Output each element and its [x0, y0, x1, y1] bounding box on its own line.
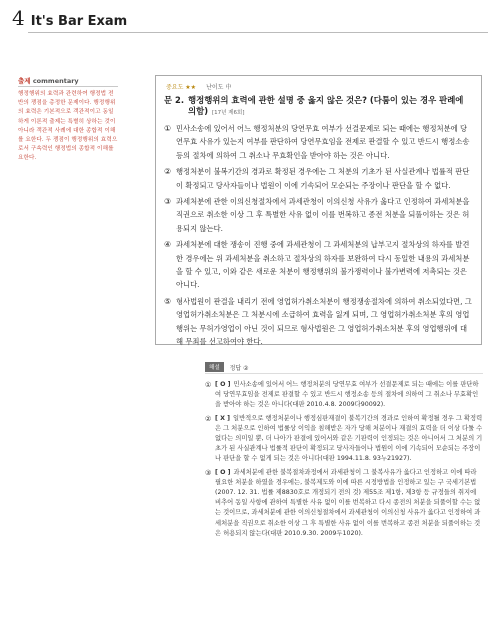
question-title	[164, 95, 473, 119]
explanation-text	[215, 414, 483, 465]
choice-text: 민사소송에 있어서 어느 행정처분의 당연무효 여부가 선결문제로 되는 때에는 행정처분에 당연무효 사유가 있는지 여부를 판단하여 당연무효임을 전제로 판결할 수 있고 반드시 행정소송 등의 절차에 의하여 그 취소나 무효확인을 받아야 하는 것은 아니다.	[176, 124, 470, 160]
explanation-tag: 해설	[205, 362, 224, 372]
choice-marker: ⑤	[164, 296, 172, 306]
commentary-label-prefix: 출제	[18, 77, 31, 85]
choice-text: 과세처분에 대한 쟁송이 진행 중에 과세관청이 그 과세처분의 납부고지 절차상의 하자를 발견한 경우에는 위 과세처분을 취소하고 절차상의 하자를 보완하여 다시 동일한 내용의 과세처분을 할 수 있고, 이와 같은 새로운 처분이 행정행위의 불가쟁력이나 불가변력에 저촉되는 것은 아니다.	[176, 240, 470, 290]
verdict-badge: [ O ]	[215, 468, 231, 476]
header-divider	[28, 32, 488, 33]
choice-5	[164, 295, 473, 349]
choice-2	[164, 165, 473, 192]
choice-3	[164, 195, 473, 235]
explanation-body: 과세처분에 관한 불복절차과정에서 과세관청이 그 불복사유가 옳다고 인정하고 이에 따라 필요한 처분을 하였을 경우에는, 불복제도와 이에 따른 시정방법을 인정하고 있는 구 국세기본법(2007. 12. 31. 법률 제8830호로 개정되기 전의 것) 제55조 제1항, 제3항 등 규정들의 취지에 비추어 동일 사항에 관하여 특별한 사유 없이 이를 번복하고 다시 종전의 처분을 되풀이할 수는 없는 것이므로, 과세처분에 관한 이의신청절차에서 과세관청이 이의신청 사유가 옳다고 인정하여 과세처분을 직권으로 취소한 이상 그 후 특별한 사유 없이 이를 번복하고 종전 처분을 되풀이하는 것은 허용되지 않는다(대판 2010.9.30. 2009두1020).	[215, 468, 481, 537]
explanation-text	[215, 468, 483, 539]
choice-marker: ②	[164, 167, 172, 177]
question-source: [17년 제6회]	[212, 110, 245, 116]
explanation-item-2	[205, 414, 483, 465]
explanation-body: 일반적으로 행정처분이나 행정심판재결이 불복기간의 경과로 인하여 확정될 경우 그 확정력은 그 처분으로 인하여 법률상 이익을 침해받은 자가 당해 처분이나 재결의 효력을 더 이상 다툴 수 없다는 의미일 뿐, 더 나아가 판결에 있어서와 같은 기판력이 인정되는 것은 아니어서 그 처분의 기초가 된 사실관계나 법률적 판단이 확정되고 당사자들이나 법원이 이에 기속되어 모순되는 주장이나 판단을 할 수 없게 되는 것은 아니다(대판 1994.11.8. 93누21927).	[215, 414, 483, 463]
question-stem-text: 행정행위의 효력에 관한 설명 중 옳지 않은 것은? (다툼이 있는 경우 판례에 의함)	[188, 95, 464, 116]
page-number: 4	[12, 6, 25, 30]
commentary-label-text: commentary	[32, 77, 79, 85]
verdict-badge: [ O ]	[215, 381, 231, 388]
explanation-marker: ①	[205, 381, 212, 389]
explanation-item-3	[205, 468, 483, 539]
explanation-list	[205, 380, 483, 542]
answer-header	[205, 362, 249, 372]
explanation-body: 민사소송에 있어서 어느 행정처분의 당연무효 여부가 선결문제로 되는 때에는 이를 판단하여 당연무효임을 전제로 판결할 수 있고 반드시 행정소송 등의 절차에 의하여 그 취소나 무효확인을 받아야 하는 것은 아니다(대판 2010.4.8. 2009다90092).	[215, 381, 479, 409]
choice-list	[164, 122, 473, 349]
page-header	[12, 6, 127, 34]
choice-text: 과세처분에 관한 이의신청절차에서 과세관청이 이의신청 사유가 옳다고 인정하여 과세처분을 직권으로 취소한 이상 그 후 특별한 사유 없이 이를 번복하고 종전 처분을 되풀이하는 것은 허용되지 않는다.	[176, 197, 470, 233]
question-box	[155, 75, 482, 345]
explanation-marker: ③	[205, 468, 212, 477]
explanation-text	[215, 380, 483, 411]
question-meta	[166, 82, 473, 91]
commentary-label	[18, 76, 118, 87]
choice-marker: ①	[164, 124, 172, 133]
choice-4	[164, 238, 473, 292]
correct-answer-label: 정답 ②	[229, 364, 249, 372]
explanation-marker: ②	[205, 414, 212, 423]
verdict-badge: [ X ]	[215, 414, 230, 422]
choice-marker: ④	[164, 240, 172, 250]
commentary-text: 행정행위의 효력과 관련하여 행정법 전반의 쟁점을 총정한 문제이다. 행정행위의 효력은 기본적으로 객관적이고 동일하게 이론적 출제는 특별히 상하는 것이 아니라 객관적 사례에 대한 종합적 이해를 요한다. 두 쟁점이 행정행위의 효력으로서 구속력인 행정법의 종합적 이해를 요한다.	[18, 91, 118, 162]
choice-marker: ③	[164, 197, 172, 207]
commentary-sidebar	[18, 76, 118, 164]
choice-1	[164, 122, 473, 162]
question-stem	[188, 95, 473, 119]
explanation-item-1	[205, 380, 483, 411]
question-number: 문 2.	[164, 95, 185, 105]
choice-text: 행정처분이 불복기간의 경과로 확정된 경우에는 그 처분의 기초가 된 사실관계나 법률적 판단이 확정되고 당사자들이나 법원이 이에 기속되어 모순되는 주장이나 판단을 할 수 없다.	[176, 167, 470, 190]
importance-rating: 중요도 ★★	[166, 84, 197, 91]
choice-text: 형사법원이 판결을 내리기 전에 영업허가취소처분이 행정쟁송절차에 의하여 취소되었다면, 그 영업허가취소처분은 그 처분시에 소급하여 효력을 잃게 되며, 그 영업허가취소처분 후의 영업행위는 무허가영업이 아닌 것이 되므로 형사법원은 그 영업허가취소처분 후의 영업행위에 대해 무죄를 선고하여야 한다.	[176, 296, 472, 347]
difficulty-rating: 난이도 中	[206, 84, 232, 91]
running-title: It's Bar Exam	[30, 14, 128, 29]
answer-divider	[205, 373, 483, 374]
